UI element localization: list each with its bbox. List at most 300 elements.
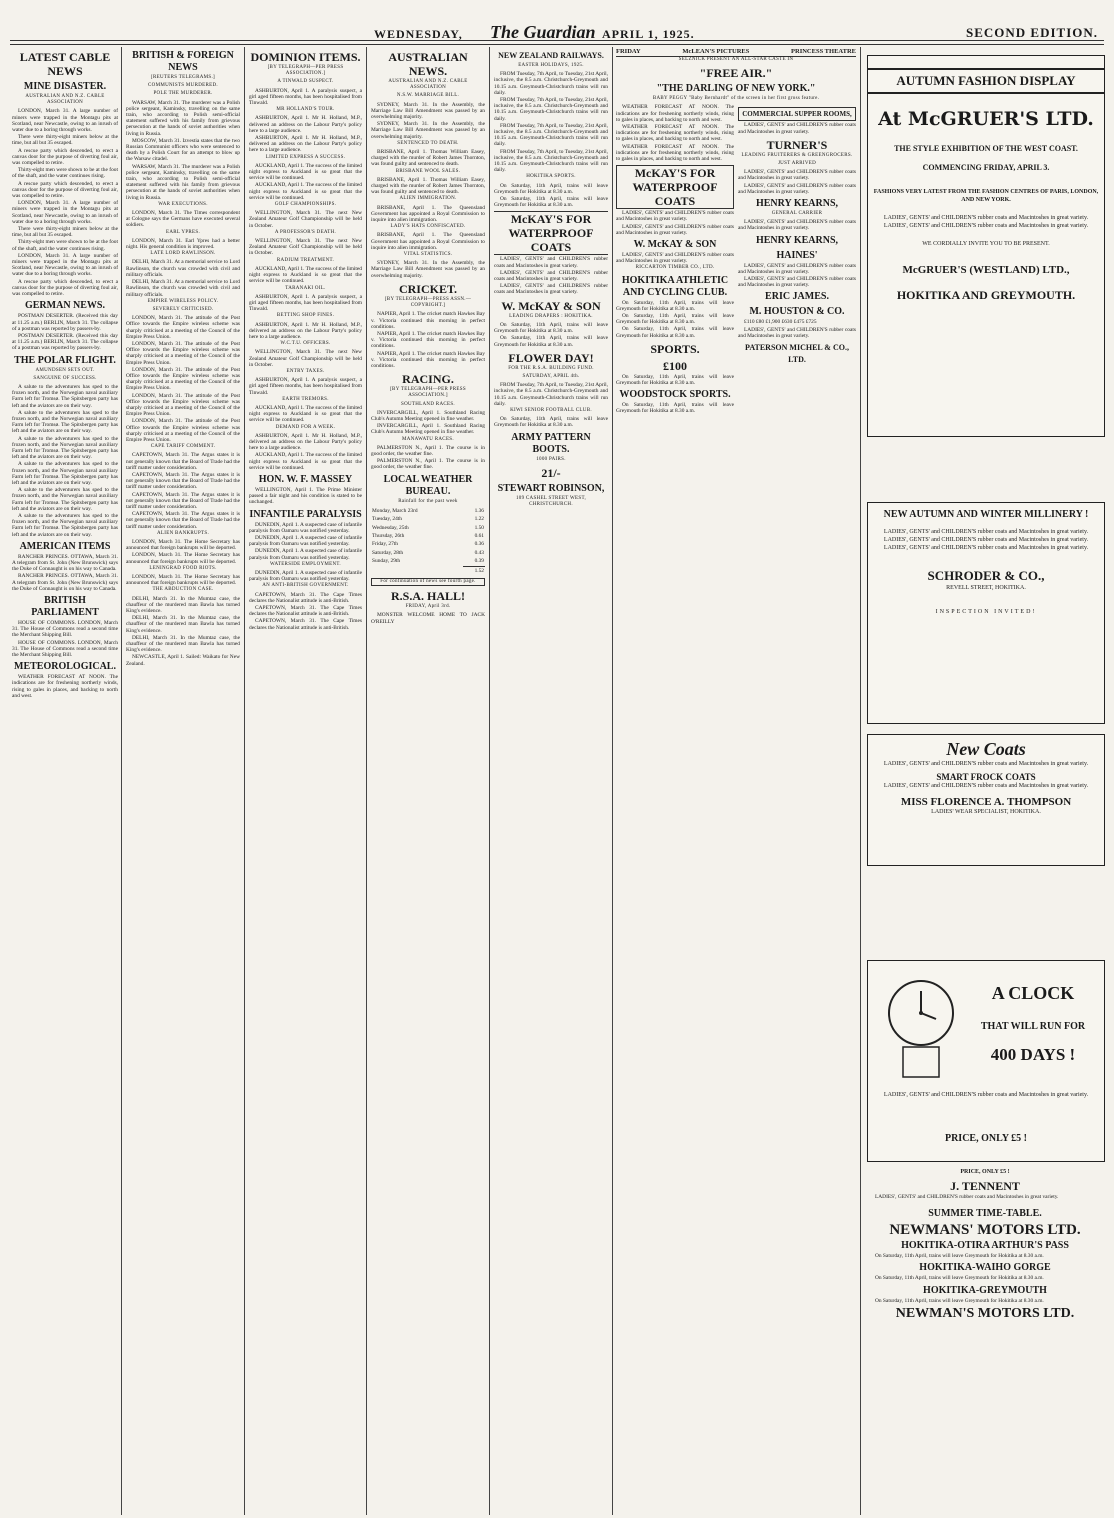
ad-schroder-address: REVELL STREET, HOKITIKA.	[946, 585, 1026, 591]
subheading: LENINGRAD FOOD RIOTS.	[149, 565, 217, 571]
subheading: SENTENCED TO DEATH.	[397, 140, 459, 146]
ad-subline: SATURDAY, APRIL 4th.	[522, 373, 580, 379]
ad-left-stack	[616, 104, 734, 415]
headline-racing: RACING.	[402, 372, 454, 387]
clock-body	[903, 1047, 939, 1077]
press-credit: [BY TELEGRAPH—PER PRESS ASSOCIATION.]	[390, 387, 466, 399]
ad-paragraph: LADIES', GENTS' and CHILDREN'S rubber coats and Macintoshes in great variety.	[738, 219, 856, 232]
ad-flower-day: FLOWER DAY!	[508, 350, 594, 365]
notice-paragraph: WEATHER FORECAST AT NOON. The indications are for freshening northerly winds, rising to gales in places, and backing to north and west.	[616, 124, 734, 143]
ad-thompson-tagline: LADIES' WEAR SPECIALIST, HOKITIKA.	[931, 809, 1041, 815]
article-paragraph: WEATHER FORECAST AT NOON. The indications are for freshening northerly winds, rising to gales in places, and backing to north and west.	[12, 674, 118, 699]
article-paragraph: AUCKLAND, April 1. The success of the limited night express to Auckland is so great that the service will be continued.	[249, 404, 362, 424]
subheading: ALIEN IMMIGRATION.	[399, 196, 457, 202]
ad-waiho-route: HOKITIKA-WAIHO GORGE	[919, 1262, 1051, 1274]
ad-woodstock: WOODSTOCK SPORTS.	[619, 389, 731, 401]
ad-paragraph: On Saturday, 11th April, trains will leave Greymouth for Hokitika at 8.30 a.m.	[616, 326, 734, 339]
weather-row	[371, 532, 485, 540]
article-paragraph: DUNEDIN, April 1. A suspected case of infantile paralysis from Oamaru was notified yesterday.	[249, 570, 362, 583]
weather-row	[371, 507, 485, 515]
article-paragraph: AUCKLAND, April 1. The success of the limited night express to Auckland is so great that the service will be continued.	[249, 265, 362, 285]
weather-row	[371, 549, 485, 557]
article-paragraph: On Saturday, 11th April, trains will leave Greymouth for Hokitika at 8.30 a.m.	[494, 416, 608, 429]
ad-hokitika-greymouth: HOKITIKA AND GREYMOUTH.	[896, 288, 1076, 302]
association-credit: AUSTRALIAN AND N.Z. CABLE ASSOCIATION	[25, 94, 105, 106]
ad-paragraph: LADIES', GENTS' and CHILDREN'S rubber coats and Macintoshes in great variety.	[616, 252, 734, 265]
ad-body: LADIES', GENTS' and CHILDREN'S rubber coats and Macintoshes in great variety.	[883, 215, 1089, 221]
ad-mcgruers: At McGRUER'S LTD.	[878, 108, 1094, 130]
article-paragraph: CAPETOWN, March 31. The Cape Times declares the Nationalist attitude is anti-British.	[249, 591, 362, 604]
masthead-weekday: WEDNESDAY,	[374, 27, 463, 41]
weather-value: 0.61	[474, 532, 484, 539]
ad-paragraph: On Saturday, 11th April, trains will leave Greymouth for Hokitika at 8.30 a.m.	[616, 299, 734, 312]
ad-clock-days: 400 DAYS !	[990, 1045, 1076, 1064]
subheading: DEMAND FOR A WEEK.	[275, 424, 336, 430]
article-paragraph: NAPIER, April 1. The cricket match Hawkes Bay v. Victoria continued this morning in perfect conditions.	[371, 311, 485, 330]
ad-clock-title: A CLOCK	[991, 983, 1075, 1003]
headline-german-news: GERMAN NEWS.	[24, 300, 105, 312]
article-paragraph: INVERCARGILL, April 1. Southland Racing Club's Autumn Meeting opened in fine weather.	[371, 409, 485, 422]
masthead-rule-top	[10, 40, 1104, 41]
article-paragraph: INVERCARGILL, April 1. Southland Racing Club's Autumn Meeting opened in fine weather.	[371, 423, 485, 436]
article-paragraph: A salute to the adventurers has sped to the frozen north, and the Norwegian naval auxiliary Farm left for Tromsø. The Spitsbergen party has left and the aviators are on their way.	[12, 512, 118, 538]
ad-subline: FOR THE R.S.A. BUILDING FUND.	[508, 365, 594, 371]
weather-value: 1.50	[474, 524, 484, 531]
subheading: SOUTHLAND RACES.	[401, 401, 455, 407]
headline-dominion-items: DOMINION ITEMS.	[250, 50, 361, 64]
ad-florence-thompson: MISS FLORENCE A. THOMPSON	[900, 796, 1072, 808]
ad-greymouth-route: HOKITIKA-GREYMOUTH	[923, 1284, 1047, 1296]
subheading: MANAWATU RACES.	[402, 436, 454, 442]
article-paragraph: ASHBURTON, April 1. Mr H. Holland, M.P., delivered an address on the Labour Party's policy here to a large audience.	[249, 432, 362, 452]
column-cable-news	[12, 47, 118, 1517]
ad-haines: HAINES'	[776, 249, 818, 261]
article-paragraph: WELLINGTON, March 31. The next New Zealand Amateur Golf Championship will be held in October.	[249, 210, 362, 229]
column-dominion-items	[249, 47, 362, 1517]
ad-body: LADIES', GENTS' and CHILDREN'S rubber coats and Macintoshes in great variety.	[883, 783, 1089, 789]
headline-british-parliament: BRITISH PARLIAMENT	[31, 595, 99, 619]
headline-mine-disaster: MINE DISASTER.	[23, 81, 107, 92]
ad-mckays-waterproof-2: McKAY'S FOR WATERPROOF COATS	[616, 165, 734, 209]
ad-body: LADIES', GENTS' and CHILDREN'S rubber coats and Macintoshes in great variety.	[883, 1092, 1089, 1098]
ad-otira-route: HOKITIKA-OTIRA ARTHUR'S PASS	[901, 1240, 1069, 1252]
article-paragraph: LONDON, March 31. Earl Ypres had a better night. His general condition is improved.	[126, 237, 240, 251]
subheading: VITAL STATISTICS.	[403, 252, 453, 258]
ad-subline: SELZNICK PRESENT AN ALL-STAR CASTE IN	[678, 57, 794, 62]
weather-day: Wednesday, 25th	[372, 524, 409, 531]
article-paragraph: A salute to the adventurers has sped to the frozen north, and the Norwegian naval auxiliary Farm left for Tromsø. The Spitsbergen party has left and the aviators are on their way.	[12, 487, 118, 512]
article-paragraph: CAPETOWN, March 31. The Argus states it is not generally known that the Board of Trade had the tariff matter under consideration.	[126, 511, 240, 530]
subheading: SEVERELY CRITICISED.	[152, 306, 214, 312]
column-divider	[860, 47, 861, 1515]
ad-paragraph: £110 £80 £1,900 £630 £475 £725	[744, 319, 817, 326]
article-paragraph: AUCKLAND, April 1. The success of the limited night express to Auckland is so great that the service will be continued.	[249, 182, 362, 201]
article-paragraph: PALMERSTON N., April 1. The course is in good order, the weather fine.	[371, 444, 485, 457]
article-paragraph: A rescue party which descended, to erect a canvas door for the purpose of diverting foul air, was compelled to retire.	[12, 147, 118, 167]
ad-schroder-millinery	[867, 502, 1105, 724]
ad-body: LADIES', GENTS' and CHILDREN'S rubber coats and Macintoshes in great variety.	[883, 761, 1089, 767]
article-paragraph: BRISBANE, April 1. The Queensland Government has appointed a Royal Commission to inquire into alien immigration.	[371, 232, 485, 251]
subheading: W.C.T.U. OFFICERS.	[280, 341, 331, 347]
ad-paragraph: LADIES', GENTS' and CHILDREN'S rubber coats and Macintoshes in great variety.	[616, 210, 734, 223]
column-australian-news	[371, 47, 485, 1517]
article-paragraph: LONDON, March 31. A large number of miners were trapped in the Montagu pits at Scotland, near Newcastle, owing to an inrush of water due to a boring through works.	[12, 252, 118, 278]
weather-row	[371, 557, 485, 566]
theatre-day: FRIDAY	[616, 48, 641, 55]
ad-paragraph: On Saturday, 11th April, trains will leave Greymouth for Hokitika at 8.30 a.m.	[875, 1253, 1044, 1260]
article-paragraph: BRISBANE, April 1. Thomas William Easey, charged with the murder of Robert James Thornton, was found guilty and sentenced to death.	[371, 149, 485, 168]
weather-row	[371, 515, 485, 523]
article-paragraph: HOUSE OF COMMONS. LONDON, March 31. The House of Commons read a second time the Merchant Shipping Bill.	[12, 639, 118, 659]
ad-mckays-waterproof: McKAY'S FOR WATERPROOF COATS	[494, 211, 608, 255]
article-paragraph: FROM Tuesday, 7th April, to Tuesday, 21st April, inclusive, the 8.5 a.m. Christchurch-Greymouth and 10.15 a.m. Greymouth-Christchurch trains will run daily.	[494, 97, 608, 122]
reuters-credit: [REUTERS TELEGRAMS.]	[151, 75, 215, 80]
ad-subline: JUST ARRIVED	[777, 161, 817, 167]
weather-value: 0.36	[474, 541, 484, 548]
subheading: SANGUINE OF SUCCESS.	[33, 375, 97, 381]
subheading: LADY'S HATS CONFISCATED.	[390, 224, 466, 230]
weather-day: Friday, 27th	[372, 541, 399, 548]
article-paragraph: LONDON, March 31. The attitude of the Post Office towards the Empire wireless scheme was sharply criticised at a meeting of the Council of the Empire Press Union.	[126, 340, 240, 366]
ad-clock-subtitle: THAT WILL RUN FOR	[980, 1021, 1086, 1032]
ad-right-stack	[738, 104, 856, 415]
ad-paragraph: On Saturday, 11th April, trains will leave Greymouth for Hokitika at 8.30 a.m.	[616, 313, 734, 326]
ad-paragraph: LADIES', GENTS' and CHILDREN'S rubber coats and Macintoshes in great variety.	[738, 276, 856, 289]
ad-athletic-club: HOKITIKA ATHLETIC AND CYCLING CLUB.	[621, 274, 729, 298]
headline-massey: HON. W. F. MASSEY	[258, 473, 353, 485]
article-paragraph: LONDON, March 31. The attitude of the Post Office towards the Empire wireless scheme was sharply criticised at a meeting of the Council of the Empire Press Union.	[126, 315, 240, 340]
article-paragraph: CAPETOWN, March 31. The Argus states it is not generally known that the Board of Trade had the tariff matter under consideration.	[126, 491, 240, 510]
subheading: MR HOLLAND'S TOUR.	[276, 107, 335, 113]
article-paragraph: DUNEDIN, April 1. A suspected case of infantile paralysis from Oamaru was notified yesterday.	[249, 535, 362, 548]
subheading: EARTH TREMORS.	[282, 396, 329, 402]
ad-paragraph: LADIES', GENTS' and CHILDREN'S rubber coats and Macintoshes in great variety.	[494, 269, 608, 283]
ad-paragraph: LADIES', GENTS' and CHILDREN'S rubber coats and Macintoshes in great variety.	[738, 326, 856, 339]
article-paragraph: LONDON, March 31. The attitude of the Post Office towards the Empire wireless scheme was sharply criticised at a meeting of the Council of the Empire Press Union.	[126, 418, 240, 443]
subheading: EMPIRE WIRELESS POLICY.	[147, 298, 219, 304]
subheading: HOKITIKA SPORTS.	[526, 174, 576, 180]
notice-paragraph: WEATHER FORECAST AT NOON. The indications are for freshening northerly winds, rising to gales in places, and backing to north and west.	[616, 143, 734, 163]
article-paragraph: BRISBANE, April 1. Thomas William Easey, charged with the murder of Robert James Thornton, was found guilty and sentenced to death.	[371, 176, 485, 196]
theatre-name: PRINCESS THEATRE	[791, 48, 856, 55]
masthead-rule-bottom	[10, 44, 1104, 45]
ad-subline: LEADING DRAPERS : HOKITIKA.	[509, 313, 593, 319]
article-paragraph: POSTMAN DESERTER. (Received this day at 11.25 a.m.) BERLIN, March 31. The collapse of a postman was reported by passers-by.	[12, 332, 118, 352]
masthead-edition: SECOND EDITION.	[966, 25, 1099, 40]
article-paragraph: LONDON, March 31. The attitude of the Post Office towards the Empire wireless scheme was sharply criticised at a meeting of the Council of the Empire Press Union.	[126, 366, 240, 392]
headline-british-foreign: BRITISH & FOREIGN NEWS	[132, 50, 234, 73]
ad-inspection: INSPECTION INVITED!	[935, 609, 1037, 615]
ad-style-exhibition: THE STYLE EXHIBITION OF THE WEST COAST.	[894, 144, 1078, 153]
ad-millinery-title: NEW AUTUMN AND WINTER MILLINERY !	[883, 509, 1089, 520]
ad-mcgruers-westland: McGRUER'S (WESTLAND) LTD.,	[902, 264, 1070, 276]
ad-new-coats-title: New Coats	[946, 739, 1026, 759]
headline-meteorological: METEOROLOGICAL.	[14, 661, 116, 673]
ad-subline: BABY PEGGY "Baby Bernhardt" of the screen in her first gross feature.	[652, 96, 820, 102]
ad-body: PRICE, ONLY £5 !	[960, 1169, 1010, 1175]
ad-paterson-michel: PATERSON MICHEL & CO., LTD.	[745, 343, 849, 365]
article-paragraph: HOUSE OF COMMONS. LONDON, March 31. The House of Commons read a second time the Merchant Shipping Bill.	[12, 620, 118, 639]
subheading: EARL YPRES.	[165, 229, 201, 235]
article-paragraph: A salute to the adventurers has sped to the frozen north, and the Norwegian naval auxiliary Farm left for Tromsø. The Spitsbergen party has left and the aviators are on their way.	[12, 435, 118, 461]
subheading: WATERSIDE EMPLOYMENT.	[270, 561, 341, 567]
weather-day: Tuesday, 24th	[372, 516, 403, 523]
article-paragraph: Thirty-eight men were shown to be at the foot of the shaft, and the water continues rising.	[12, 167, 118, 180]
subheading: KIWI SENIOR FOOTBALL CLUB.	[510, 407, 592, 413]
article-paragraph: DUNEDIN, April 1. A suspected case of infantile paralysis from Oamaru was notified yesterday.	[249, 548, 362, 561]
weather-value: 1.36	[474, 507, 484, 514]
article-paragraph: MONSTER WELCOME HOME TO JACK O'REILLY	[371, 612, 485, 625]
headline-infantile-paralysis: INFANTILE PARALYSIS	[249, 508, 362, 520]
ad-paragraph: LADIES', GENTS' and CHILDREN'S rubber coats and Macintoshes in great variety.	[738, 122, 856, 135]
subheading: A TINWALD SUSPECT.	[277, 79, 334, 85]
ad-fashions-line: FASHIONS VERY LATEST FROM THE FASHION CENTRES OF PARIS, LONDON, AND NEW YORK.	[873, 189, 1099, 203]
article-paragraph: NEWCASTLE, April 1. Sailed: Waikato for New Zealand.	[126, 654, 240, 667]
ad-body: LADIES', GENTS' and CHILDREN'S rubber coats and Macintoshes in great variety.	[883, 545, 1089, 551]
ad-newmans-motors-footer: NEWMAN'S MOTORS LTD.	[895, 1305, 1075, 1321]
ad-eric-james: ERIC JAMES.	[765, 291, 829, 303]
ad-newmans-motors: NEWMANS' MOTORS LTD.	[889, 1222, 1081, 1239]
ad-mckay-son: W. McKAY & SON	[501, 298, 601, 313]
weather-total-row	[371, 566, 485, 575]
article-paragraph: There were thirty-eight miners below at the time, but all but 35 escaped.	[12, 134, 118, 147]
article-paragraph: A salute to the adventurers has sped to the frozen north, and the Norwegian naval auxiliary Farm left for Tromsø. The Spitsbergen party has left and the aviators are on their way.	[12, 409, 118, 435]
article-paragraph: A salute to the adventurers has sped to the frozen north, and the Norwegian naval auxiliary Farm left for Tromsø. The Spitsbergen party has left and the aviators are on their way.	[12, 383, 118, 409]
weather-day: Monday, March 23rd	[372, 507, 418, 514]
article-paragraph: WELLINGTON, March 31. The next New Zealand Amateur Golf Championship will be held in October.	[249, 349, 362, 368]
article-paragraph: MOSCOW, March 31. Izvestia states that the two Russian Communist officers who were sentenced to death by a Polish Court for an attempt to blow up the Warsaw citadel.	[126, 137, 240, 163]
article-paragraph: WARSAW, March 31. The murderer was a Polish police sergeant, Kaminsky, travelling on the same train, who according to Polish semi-official statement suffered with his family from grievous persecution at the hands of soviet authorities when living in Russia.	[126, 163, 240, 201]
ad-paragraph: LADIES', GENTS' and CHILDREN'S rubber coats and Macintoshes in great variety.	[875, 1194, 1059, 1200]
article-paragraph: On Saturday, 11th April, trains will leave Greymouth for Hokitika at 8.30 a.m.	[494, 182, 608, 195]
article-paragraph: PALMERSTON N., April 1. The course is in good order, the weather fine.	[371, 458, 485, 471]
masthead	[0, 0, 1114, 42]
subheading: WAR EXECUTIONS.	[158, 201, 208, 207]
weather-value: 0.43	[474, 549, 484, 556]
ad-price: 21/-	[541, 465, 561, 480]
subheading: GOLF CHAMPIONSHIPS.	[274, 202, 337, 208]
ad-paragraph: LADIES', GENTS' and CHILDREN'S rubber coats and Macintoshes in great variety.	[494, 283, 608, 296]
clock-figure-illustration	[878, 973, 964, 1083]
press-credit: [BY TELEGRAPH—PRESS ASSN.—COPYRIGHT.]	[384, 296, 472, 309]
article-paragraph: LONDON, March 31. The Home Secretary has announced that foreign bankrupts will be deported.	[126, 552, 240, 565]
ad-tennent-newmans	[869, 1168, 1101, 1513]
ad-free-air: "FREE AIR."	[699, 66, 773, 81]
ad-paragraph: On Saturday, 11th April, trains will leave Greymouth for Hokitika at 8.30 a.m.	[616, 373, 734, 387]
association-credit: AUSTRALIAN AND N.Z. CABLE ASSOCIATION	[388, 79, 468, 91]
ad-henry-kearns-2: HENRY KEARNS,	[755, 234, 839, 246]
weather-total: 1.52	[463, 566, 485, 575]
ad-tennent: J. TENNENT	[950, 1179, 1020, 1193]
article-paragraph: ASHBURTON, April 1. Mr H. Holland, M.P., delivered an address on the Labour Party's policy here to a large audience.	[249, 135, 362, 154]
article-paragraph: DELHI, March 31. In the Mumtaz case, the chauffeur of the murdered man Bawla has turned King's evidence.	[126, 595, 240, 615]
article-paragraph: SYDNEY, March 31. In the Assembly, the Marriage Law Bill Amendment was passed by an overwhelming majority.	[371, 260, 485, 279]
headline-rsa-hall: R.S.A. HALL!	[390, 589, 465, 604]
article-paragraph: WELLINGTON, March 31. The next New Zealand Amateur Golf Championship will be held in October.	[249, 238, 362, 257]
ad-paragraph: LADIES', GENTS' and CHILDREN'S rubber coats and Macintoshes in great variety.	[738, 262, 856, 275]
subheading: COMMUNISTS MURDERED.	[148, 83, 218, 89]
ad-sports: SPORTS.	[650, 341, 700, 356]
article-paragraph: LONDON, March 31. The attitude of the Post Office towards the Empire wireless scheme was sharply criticised at a meeting of the Council of the Empire Press Union.	[126, 392, 240, 418]
weather-value: 0.39	[474, 558, 484, 565]
ad-schroder: SCHRODER & CO.,	[927, 568, 1045, 583]
article-paragraph: BRISBANE, April 1. The Queensland Government has appointed a Royal Commission to inquire into alien immigration.	[371, 204, 485, 224]
article-paragraph: WELLINGTON, April 1. The Prime Minister passed a fair night and his condition is stated to be unchanged.	[249, 486, 362, 506]
ad-prize: £100	[663, 358, 687, 373]
subheading: ALIEN BANKRUPTS.	[156, 530, 210, 536]
ad-clock-price: PRICE, ONLY £5 !	[944, 1133, 1028, 1144]
article-paragraph: RANCHER PRINCES. OTTAWA, March 31. A telegram from St. John (New Brunswick) says the Duke of Connaught is on his way to Canada.	[12, 553, 118, 573]
article-paragraph: On Saturday, 11th April, trains will leave Greymouth for Hokitika at 8.30 a.m.	[494, 196, 608, 209]
article-paragraph: LONDON, March 31. The Home Secretary has announced that foreign bankrupts will be deported.	[126, 574, 240, 587]
subheading: TARANAKI OIL.	[285, 285, 326, 291]
subheading: EASTER HOLIDAYS, 1925.	[518, 63, 584, 68]
article-paragraph: DELHI, March 31. In the Mumtaz case, the chauffeur of the murdered man Bawla has turned King's evidence.	[126, 634, 240, 654]
column-divider	[121, 47, 122, 1515]
article-paragraph: LONDON, March 31. The Times correspondent at Cologne says the Germans have executed several soldiers.	[126, 210, 240, 229]
column-divider	[612, 47, 613, 1515]
subheading: LATE LORD RAWLINSON.	[150, 251, 216, 257]
subheading: A PROFESSOR'S DEATH.	[274, 229, 337, 235]
article-paragraph: LONDON, March 31. A large number of miners were trapped in the Montagu pits at Scotland, near Newcastle, owing to an inrush of water due to a boring through works.	[12, 200, 118, 225]
article-paragraph: POSTMAN DESERTER. (Received this day at 11.25 a.m.) BERLIN, March 31. The collapse of a postman was reported by passers-by.	[12, 313, 118, 332]
column-divider	[489, 47, 490, 1515]
ad-subline: 109 CASHEL STREET WEST, CHRISTCHURCH.	[515, 495, 587, 507]
ad-subline: GENERAL CARRIER	[771, 211, 823, 217]
ad-stewart-robinson: STEWART ROBINSON,	[497, 482, 605, 494]
subheading: LIMITED EXPRESS A SUCCESS.	[265, 154, 346, 160]
subheading: N.S.W. MARRIAGE BILL.	[396, 93, 460, 99]
headline-american-items: AMERICAN ITEMS	[19, 540, 111, 552]
weather-row	[371, 524, 485, 532]
column-divider	[244, 47, 245, 1515]
ad-autumn-fashion	[867, 55, 1105, 437]
ad-supper-rooms: COMMERCIAL SUPPER ROOMS,	[738, 107, 856, 121]
theatre-bar	[616, 47, 856, 57]
article-paragraph: CAPETOWN, March 31. The Argus states it is not generally known that the Board of Trade had the tariff matter under consideration.	[126, 471, 240, 491]
column-railways	[494, 47, 608, 1517]
article-paragraph: A rescue party which descended, to erect a canvas door for the purpose of diverting foul air, was compelled to retire.	[12, 180, 118, 200]
ad-clock	[867, 960, 1105, 1162]
ad-paragraph: On Saturday, 11th April, trains will leave Greymouth for Hokitika at 8.30 a.m.	[616, 402, 734, 415]
subheading: CAPE TARIFF COMMENT.	[150, 444, 216, 450]
weather-row	[371, 540, 485, 548]
article-paragraph: ASHBURTON, April 1. A paralysis suspect, a girl aged fifteen months, has been hospitalised from Tinwald.	[249, 293, 362, 313]
weather-table	[371, 507, 485, 575]
article-paragraph: ASHBURTON, April 1. Mr H. Holland, M.P., delivered an address on the Labour Party's policy here to a large audience.	[249, 115, 362, 134]
ad-new-coats	[867, 734, 1105, 866]
ad-paragraph: LADIES', GENTS' and CHILDREN'S rubber coats and Macintoshes in great variety.	[738, 182, 856, 195]
subheading: RADIUM TREATMENT.	[276, 257, 335, 263]
article-paragraph: FROM Tuesday, 7th April, to Tuesday, 21st April, inclusive, the 8.5 a.m. Christchurch-Greymouth and 10.15 a.m. Greymouth-Christchurch trains will run daily.	[494, 71, 608, 96]
headline-cable-news: LATEST CABLE NEWS	[19, 50, 111, 78]
ad-turners: TURNER'S	[766, 137, 828, 152]
article-paragraph: WARSAW, March 31. The murderer was a Polish police sergeant, Kaminsky, travelling on the same train, who according to Polish semi-official statement suffered with his family from grievous persecution at the hands of soviet authorities when living in Russia.	[126, 99, 240, 137]
article-paragraph: SYDNEY, March 31. In the Assembly, the Marriage Law Bill Amendment was passed by an overwhelming majority.	[371, 121, 485, 140]
article-paragraph: CAPETOWN, March 31. The Cape Times declares the Nationalist attitude is anti-British.	[249, 618, 362, 631]
weather-day: Saturday, 28th	[372, 549, 404, 556]
weather-table-title: Rainfall for the past week	[398, 498, 458, 504]
ad-paragraph: On Saturday, 11th April, trains will leave Greymouth for Hokitika at 8.30 a.m.	[494, 321, 608, 335]
article-paragraph: NAPIER, April 1. The cricket match Hawkes Bay v. Victoria continued this morning in perfect conditions.	[371, 350, 485, 369]
weather-day: Sunday, 29th	[372, 558, 401, 565]
ad-body: LADIES', GENTS' and CHILDREN'S rubber coats and Macintoshes in great variety.	[883, 537, 1089, 543]
article-paragraph: DELHI, March 31. At a memorial service to Lord Rawlinson, the church was crowded with civil and military officials.	[126, 279, 240, 298]
continuation-notice: For continuation of news see fourth page.	[371, 578, 485, 586]
ad-paragraph: On Saturday, 11th April, trains will leave Greymouth for Hokitika at 8.30 a.m.	[875, 1275, 1044, 1282]
ad-henry-kearns: HENRY KEARNS,	[755, 198, 839, 210]
ad-commencing: COMMENCING FRIDAY, APRIL 3.	[922, 163, 1050, 172]
article-paragraph: CAPETOWN, March 31. The Cape Times declares the Nationalist attitude is anti-British.	[249, 605, 362, 618]
headline-cricket: CRICKET.	[398, 281, 458, 296]
ad-army-boots: ARMY PATTERN BOOTS.	[511, 431, 591, 455]
article-paragraph: LONDON, March 31. The Home Secretary has announced that foreign bankrupts will be deported.	[126, 539, 240, 552]
ad-houston: M. HOUSTON & CO.	[749, 306, 845, 318]
article-paragraph: LONDON, March 31. A large number of miners were trapped in the Montagu pits at Scotland, near Newcastle, owing to an inrush of water due to a boring through works.	[12, 108, 118, 134]
weather-day: Thursday, 26th	[372, 532, 405, 539]
masthead-title: The Guardian	[490, 22, 596, 42]
article-paragraph: SYDNEY, March 31. In the Assembly, the Marriage Law Bill Amendment was passed by an overwhelming majority.	[371, 101, 485, 121]
article-paragraph: ASHBURTON, April 1. A paralysis suspect, a girl aged fifteen months, has been hospitalised from Tinwald.	[249, 87, 362, 107]
column-advertisements	[616, 47, 856, 1517]
ad-body: LADIES', GENTS' and CHILDREN'S rubber coats and Macintoshes in great variety.	[883, 529, 1089, 535]
headline-polar-flight: THE POLAR FLIGHT.	[14, 354, 116, 366]
ad-riccarton: RICCARTON TIMBER CO., LTD.	[635, 265, 715, 271]
masthead-date: APRIL 1, 1925.	[602, 27, 695, 41]
article-paragraph: DELHI, March 31. In the Mumtaz case, the chauffeur of the murdered man Bawla has turned King's evidence.	[126, 615, 240, 634]
theatre-company: McLEAN'S PICTURES	[682, 48, 750, 55]
article-paragraph: A rescue party which descended, to erect a canvas door for the purpose of diverting foul air, was compelled to retire.	[12, 278, 118, 298]
article-paragraph: DUNEDIN, April 1. A suspected case of infantile paralysis from Oamaru was notified yesterday.	[249, 521, 362, 534]
article-paragraph: A salute to the adventurers has sped to the frozen north, and the Norwegian naval auxiliary Farm left for Tromsø. The Spitsbergen party has left and the aviators are on their way.	[12, 461, 118, 486]
press-credit: [BY TELEGRAPH—PER PRESS ASSOCIATION.]	[267, 65, 344, 77]
article-paragraph: AUCKLAND, April 1. The success of the limited night express to Auckland is so great that the service will be continued.	[249, 452, 362, 471]
article-paragraph: There were thirty-eight miners below at the time, but all but 35 escaped.	[12, 226, 118, 239]
subheading: ENTRY TAXES.	[286, 368, 325, 374]
ad-paragraph: LADIES', GENTS' and CHILDREN'S rubber coats and Macintoshes in great variety.	[494, 256, 608, 269]
article-paragraph: DELHI, March 31. At a memorial service to Lord Rawlinson, the church was crowded with civil and military officials.	[126, 259, 240, 278]
ad-body: LADIES', GENTS' and CHILDREN'S rubber coats and Macintoshes in great variety.	[883, 223, 1089, 229]
article-paragraph: FROM Tuesday, 7th April, to Tuesday, 21st April, inclusive, the 8.5 a.m. Christchurch-Greymouth and 10.15 a.m. Greymouth-Christchurch trains will run daily.	[494, 122, 608, 148]
weather-value: 1.22	[474, 516, 484, 523]
article-paragraph: ASHBURTON, April 1. A paralysis suspect, a girl aged fifteen months, has been hospitalised from Tinwald.	[249, 377, 362, 396]
ad-summer-timetable: SUMMER TIME-TABLE.	[928, 1208, 1042, 1220]
ad-mckay-son-2: W. McKAY & SON	[633, 239, 717, 251]
ad-paragraph: On Saturday, 11th April, trains will leave Greymouth for Hokitika at 8.30 a.m.	[494, 335, 608, 348]
ad-subline: 1000 PAIRS.	[536, 456, 566, 462]
ad-row	[616, 104, 856, 415]
subheading: BETTING SHOP FINES.	[276, 313, 335, 319]
ad-title: AUTUMN FASHION DISPLAY	[868, 68, 1104, 94]
subheading: AN ANTI-BRITISH GOVERNMENT.	[262, 583, 349, 589]
notice-paragraph: WEATHER FORECAST AT NOON. The indications are for freshening northerly winds, rising to gales in places, and backing to north and west.	[616, 104, 734, 123]
article-paragraph: CAPETOWN, March 31. The Argus states it is not generally known that the Board of Trade had the tariff matter under consideration.	[126, 452, 240, 471]
ad-invite: WE CORDIALLY INVITE YOU TO BE PRESENT.	[922, 241, 1050, 247]
article-paragraph: Thirty-eight men were shown to be at the foot of the shaft, and the water continues rising.	[12, 239, 118, 252]
ad-paragraph: FROM Tuesday, 7th April, to Tuesday, 21st April, inclusive, the 8.5 a.m. Christchurch-Greymouth and 10.15 a.m. Greymouth-Christchurch trains will run daily.	[494, 382, 608, 407]
ad-darling-new-york: "THE DARLING OF NEW YORK."	[656, 83, 816, 95]
ad-frock-coats: SMART FROCK COATS	[936, 772, 1036, 782]
event-date: FRIDAY, April 3rd.	[405, 604, 451, 610]
ad-paragraph: LADIES', GENTS' and CHILDREN'S rubber coats and Macintoshes in great variety.	[616, 223, 734, 236]
subheading: THE ABDUCTION CASE.	[152, 587, 214, 593]
ad-paragraph: On Saturday, 11th April, trains will leave Greymouth for Hokitika at 8.30 a.m.	[875, 1297, 1044, 1304]
headline-nz-railways: NEW ZEALAND RAILWAYS.	[498, 51, 604, 60]
column-british-foreign	[126, 47, 240, 1517]
subheading: POLE THE MURDERER.	[153, 91, 213, 97]
column-divider	[366, 47, 367, 1515]
article-paragraph: FROM Tuesday, 7th April, to Tuesday, 21st April, inclusive, the 8.5 a.m. Christchurch-Greymouth and 10.15 a.m. Greymouth-Christchurch trains will run daily.	[494, 148, 608, 174]
